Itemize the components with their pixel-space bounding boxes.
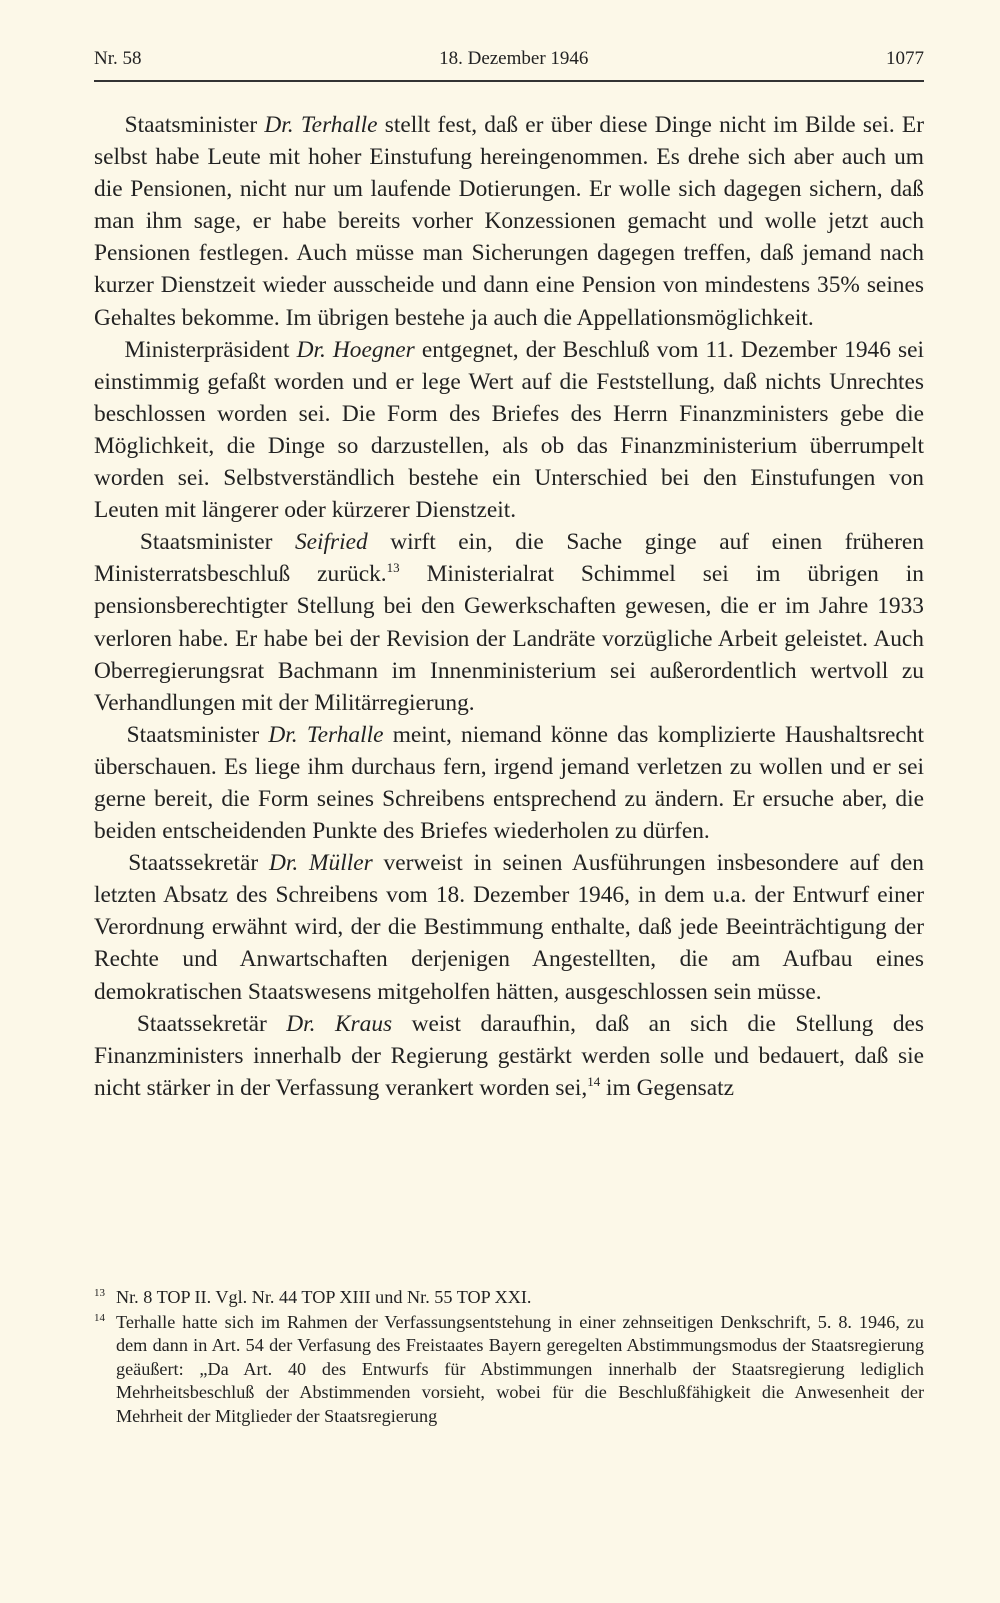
paragraph-text: meint, niemand könne das komplizierte Haushaltsrecht überschauen. Es liege ihm durchaus fern, irgend jemand verletzen zu wollen und er sei gerne bereit, die Form seines Schreibens entsprechend zu ändern. Er ersuche aber, die beiden entscheidenden Punkte des Briefes wiederholen zu dürfen.: [94, 721, 924, 845]
paragraph: [94, 847, 924, 1007]
footnote-number: 13: [94, 1287, 105, 1299]
speaker-title: Staatsminister: [139, 529, 295, 556]
speaker-title: Ministerpräsident: [124, 336, 297, 363]
footnote-text: Nr. 8 TOP II. Vgl. Nr. 44 TOP XIII und Nr. 55 TOP XXI.: [116, 1287, 532, 1307]
footnote-reference[interactable]: 13: [386, 560, 400, 576]
speaker-title: Staatsminister: [124, 112, 265, 138]
paragraph: [94, 109, 924, 334]
footnote: [94, 1311, 924, 1429]
running-header: [94, 48, 924, 82]
speaker-title: Staatsminister: [126, 721, 269, 748]
header-date: 18. Dezember 1946: [439, 48, 589, 69]
page-number: 1077: [886, 48, 924, 69]
speaker-name: Dr. Kraus: [286, 1010, 393, 1037]
speaker-name: Dr. Terhalle: [268, 721, 384, 748]
paragraph-text: im Gegensatz: [600, 1074, 735, 1101]
body-text: [94, 109, 924, 1104]
footnote-number: 14: [94, 1311, 105, 1324]
speaker-name: Dr. Hoegner: [296, 336, 415, 363]
speaker-title: Staatssekretär: [136, 1010, 287, 1037]
issue-number: Nr. 58: [94, 48, 142, 69]
speaker-title: Staatssekretär: [128, 850, 269, 877]
speaker-name: Seifried: [294, 529, 368, 556]
footnotes: [94, 1286, 924, 1429]
paragraph: [94, 1008, 924, 1104]
document-page: [94, 48, 924, 1104]
speaker-name: Dr. Müller: [268, 850, 373, 877]
footnote-text: Terhalle hatte sich im Rahmen der Verfassungsentstehung in einer zehnseitigen Denkschrift, 5. 8. 1946, zu dem dann in Art. 54 der Verfasung des Freistaates Bayern geregelten Abstimmungsmodus der Staatsregierung geäußert: „Da Art. 40 des Entwurfs für Abstimmungen innerhalb der Staatsregierung lediglich Mehrheitsbeschluß der Abstimmenden vorsieht, wobei für die Beschlußfähigkeit die Anwesenheit der Mehrheit der Mitglieder der Staatsregierung: [116, 1311, 924, 1426]
speaker-name: Dr. Terhalle: [264, 112, 378, 138]
paragraph: [94, 526, 924, 719]
paragraph-text: Ministerialrat Schimmel sei im übrigen in pensionsberechtigter Stellung bei den Gewerkschaften gewesen, die er im Jahre 1933 verloren habe. Er habe bei der Revision der Landräte vorzügliche Arbeit geleistet. Auch Oberregierungsrat Bachmann im Innenministerium sei außerordentlich wertvoll zu Verhandlungen mit der Militärregierung.: [94, 561, 924, 716]
paragraph-text: wirft ein, die Sache ginge auf einen früheren Ministerratsbeschluß zurück.: [94, 529, 924, 588]
footnote-reference[interactable]: 14: [587, 1074, 601, 1090]
footnote: [94, 1286, 924, 1310]
paragraph-text: entgegnet, der Beschluß vom 11. Dezember 1946 sei einstimmig gefaßt worden und er lege Wert auf die Feststellung, daß nichts Unrechtes beschlossen worden sei. Die Form des Briefes des Herrn Finanzministers gebe die Möglichkeit, die Dinge so darzustellen, als ob das Finanzministerium überrumpelt worden sei. Selbstverständlich bestehe ein Unterschied bei den Einstufungen von Leuten mit längerer oder kürzerer Dienstzeit.: [94, 336, 924, 524]
paragraph-text: stellt fest, daß er über diese Dinge nicht im Bilde sei. Er selbst habe Leute mit hoher Einstufung hereingenommen. Es drehe sich aber auch um die Pensionen, nicht nur um laufende Dotierungen. Er wolle sich dagegen sichern, daß man ihm sage, er habe bereits vorher Konzessionen gemacht und wolle jetzt auch Pensionen festlegen. Auch müsse man Sicherungen dagegen treffen, daß jemand nach kurzer Dienstzeit wieder ausscheide und dann eine Pension von mindestens 35% seines Gehaltes bekomme. Im übrigen bestehe ja auch die Appellationsmöglichkeit.: [94, 112, 924, 331]
paragraph-text: weist daraufhin, daß an sich die Stellung des Finanzministers innerhalb der Regierung gestärkt werden solle und bedauert, daß sie nicht stärker in der Verfassung verankert worden sei,: [94, 1010, 924, 1101]
paragraph: [94, 719, 924, 847]
paragraph: [94, 334, 924, 527]
paragraph-text: verweist in seinen Ausführungen insbesondere auf den letzten Absatz des Schreibens vom 18. Dezember 1946, in dem u.a. der Entwurf einer Verordnung erwähnt wird, der die Bestimmung enthalte, daß jede Beeinträchtigung der Rechte und Anwartschaften derjenigen Angestellten, die am Aufbau eines demokratischen Staatswesens mitgeholfen hätten, ausgeschlossen sein müsse.: [94, 850, 924, 1005]
